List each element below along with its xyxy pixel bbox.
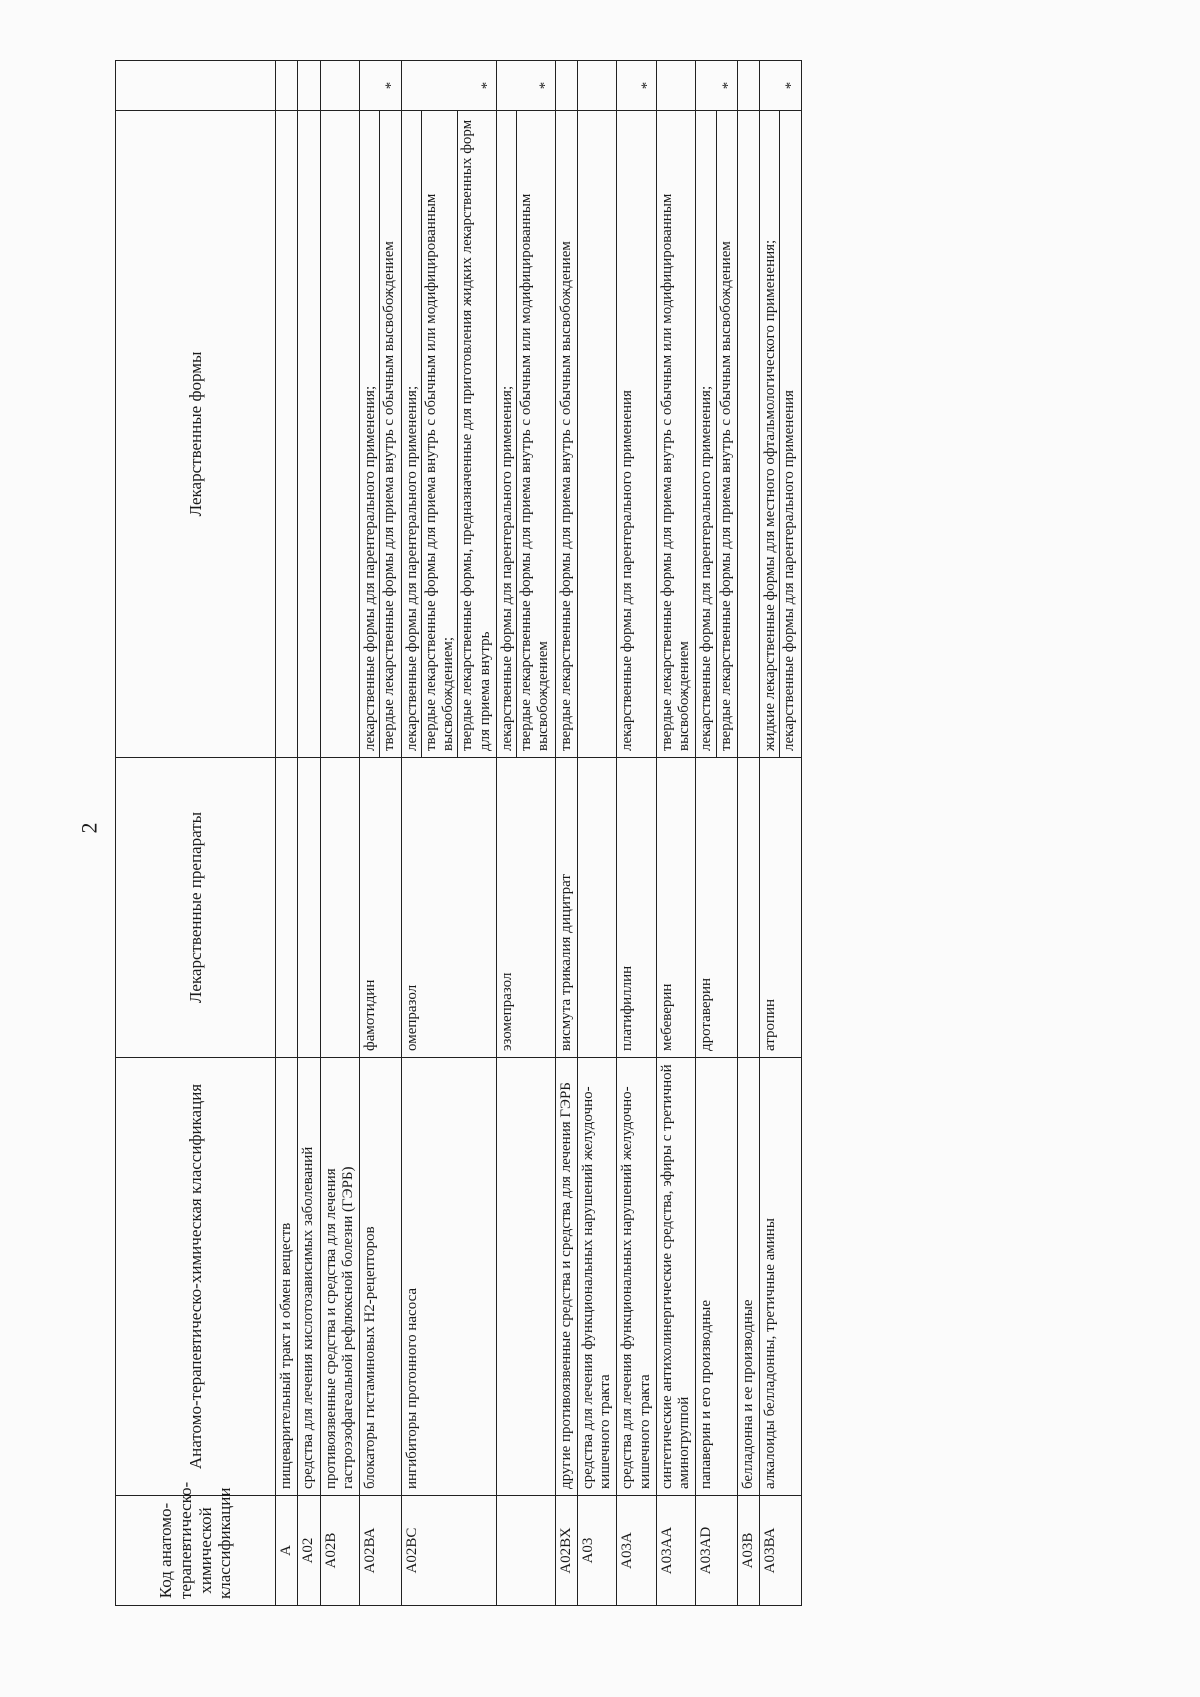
forms-cell: [577, 111, 617, 758]
star-mark-cell: *: [496, 61, 555, 111]
form-item: твердые лекарственные формы для приема внутрь с обычным высвобождением: [379, 111, 398, 757]
table-body: [276, 61, 802, 1606]
atc-code-cell: А02: [298, 1496, 320, 1606]
table-row: [555, 61, 577, 1606]
page-number: 2: [76, 822, 102, 834]
atc-code-cell: А03АА: [656, 1496, 696, 1606]
forms-cell: [320, 111, 360, 758]
header-code: Код анатомо-терапевтическо-химической классификации: [116, 1496, 276, 1606]
forms-cell: [737, 111, 759, 758]
star-mark-cell: [298, 61, 320, 111]
classification-cell: белладонна и ее производные: [737, 1058, 759, 1496]
classification-cell: [496, 1058, 555, 1496]
form-item: твердые лекарственные формы для приема внутрь с обычным или модифицированным высвобождением: [658, 193, 692, 751]
classification-cell: средства для лечения функциональных нарушений желудочно-кишечного тракта: [617, 1058, 657, 1496]
table-row: [617, 61, 657, 1606]
table-header-row: [116, 61, 276, 1606]
drug-cell: дротаверин: [696, 758, 738, 1058]
drug-cell: [276, 758, 298, 1058]
star-mark-cell: [656, 61, 696, 111]
form-item: жидкие лекарственные формы для местного офтальмологического применения;: [762, 239, 778, 751]
drug-cell: [577, 758, 617, 1058]
star-mark-cell: [577, 61, 617, 111]
atc-code-cell: А: [276, 1496, 298, 1606]
drug-cell: омепразол: [401, 758, 496, 1058]
atc-code-cell: А03А: [617, 1496, 657, 1606]
form-item: лекарственные формы для парентерального применения;: [403, 385, 420, 751]
classification-cell: алкалоиды белладонны, третичные амины: [760, 1058, 802, 1496]
form-item: твердые лекарственные формы для приема внутрь с обычным высвобождением: [557, 241, 574, 751]
table-row: [656, 61, 696, 1606]
atc-code-cell: А03: [577, 1496, 617, 1606]
header-classification: Анатомо-терапевтическо-химическая классификация: [116, 1058, 276, 1496]
classification-cell: средства для лечения функциональных нарушений желудочно-кишечного тракта: [577, 1058, 617, 1496]
classification-cell: пищеварительный тракт и обмен веществ: [276, 1058, 298, 1496]
form-item: лекарственные формы для парентерального применения: [619, 390, 636, 751]
table-row: [496, 61, 555, 1606]
table-row: [737, 61, 759, 1606]
classification-cell: папаверин и его производные: [696, 1058, 738, 1496]
form-item: твердые лекарственные формы для приема внутрь с обычным высвобождением: [716, 111, 735, 757]
classification-cell: блокаторы гистаминовых Н2-рецепторов: [360, 1058, 402, 1496]
drug-cell: мебеверин: [656, 758, 696, 1058]
header-forms: Лекарственные формы: [116, 111, 276, 758]
table-row: [360, 61, 402, 1606]
drug-list-table: [115, 60, 802, 1606]
atc-code-cell: А03ВА: [760, 1496, 802, 1606]
drug-cell: [737, 758, 759, 1058]
forms-cell: [696, 111, 738, 758]
drug-cell: висмута трикалия дицитрат: [555, 758, 577, 1058]
form-item: лекарственные формы для парентерального применения: [779, 111, 798, 757]
table-row: [577, 61, 617, 1606]
star-mark-cell: *: [617, 61, 657, 111]
star-mark-cell: *: [696, 61, 738, 111]
drug-cell: атропин: [760, 758, 802, 1058]
form-item: лекарственные формы для парентерального применения;: [698, 385, 715, 751]
forms-cell: [555, 111, 577, 758]
classification-cell: противоязвенные средства и средства для лечения гастроэзофагеальной рефлюксной болезни (ГЭРБ): [320, 1058, 360, 1496]
star-mark-cell: *: [760, 61, 802, 111]
form-item: твердые лекарственные формы для приема внутрь с обычным или модифицированным высвобождением;: [421, 111, 458, 757]
atc-code-cell: А03В: [737, 1496, 759, 1606]
table-row: [401, 61, 496, 1606]
star-mark-cell: [555, 61, 577, 111]
form-item: лекарственные формы для парентерального применения;: [362, 385, 378, 751]
table-row: [760, 61, 802, 1606]
classification-cell: синтетические антихолинергические средства, эфиры с третичной аминогруппой: [656, 1058, 696, 1496]
table-row: [696, 61, 738, 1606]
forms-cell: [496, 111, 555, 758]
forms-cell: [298, 111, 320, 758]
drug-cell: платифиллин: [617, 758, 657, 1058]
atc-code-cell: А03АD: [696, 1496, 738, 1606]
forms-cell: [656, 111, 696, 758]
forms-cell: [617, 111, 657, 758]
atc-code-cell: А02ВС: [401, 1496, 496, 1606]
forms-cell: [360, 111, 402, 758]
star-mark-cell: *: [360, 61, 402, 111]
header-star: [116, 61, 276, 111]
table-row: [320, 61, 360, 1606]
drug-cell: [320, 758, 360, 1058]
atc-code-cell: А02В: [320, 1496, 360, 1606]
table-row: [298, 61, 320, 1606]
drug-cell: эзомепразол: [496, 758, 555, 1058]
drug-cell: фамотидин: [360, 758, 402, 1058]
classification-cell: средства для лечения кислотозависимых заболеваний: [298, 1058, 320, 1496]
atc-code-cell: [496, 1496, 555, 1606]
forms-cell: [760, 111, 802, 758]
drug-list-table-container: [115, 61, 1145, 1606]
classification-cell: ингибиторы протонного насоса: [401, 1058, 496, 1496]
star-mark-cell: [320, 61, 360, 111]
drug-cell: [298, 758, 320, 1058]
classification-cell: другие противоязвенные средства и средства для лечения ГЭРБ: [555, 1058, 577, 1496]
table-row: [276, 61, 298, 1606]
atc-code-cell: А02ВА: [360, 1496, 402, 1606]
star-mark-cell: *: [401, 61, 496, 111]
atc-code-cell: А02ВХ: [555, 1496, 577, 1606]
forms-cell: [401, 111, 496, 758]
form-item: твердые лекарственные формы, предназначенные для приготовления жидких лекарственных форм для приема внутрь: [457, 111, 494, 757]
star-mark-cell: [737, 61, 759, 111]
forms-cell: [276, 111, 298, 758]
form-item: лекарственные формы для парентерального применения;: [498, 385, 515, 751]
form-item: твердые лекарственные формы для приема внутрь с обычным или модифицированным высвобождением: [516, 111, 553, 757]
star-mark-cell: [276, 61, 298, 111]
header-drugs: Лекарственные препараты: [116, 758, 276, 1058]
